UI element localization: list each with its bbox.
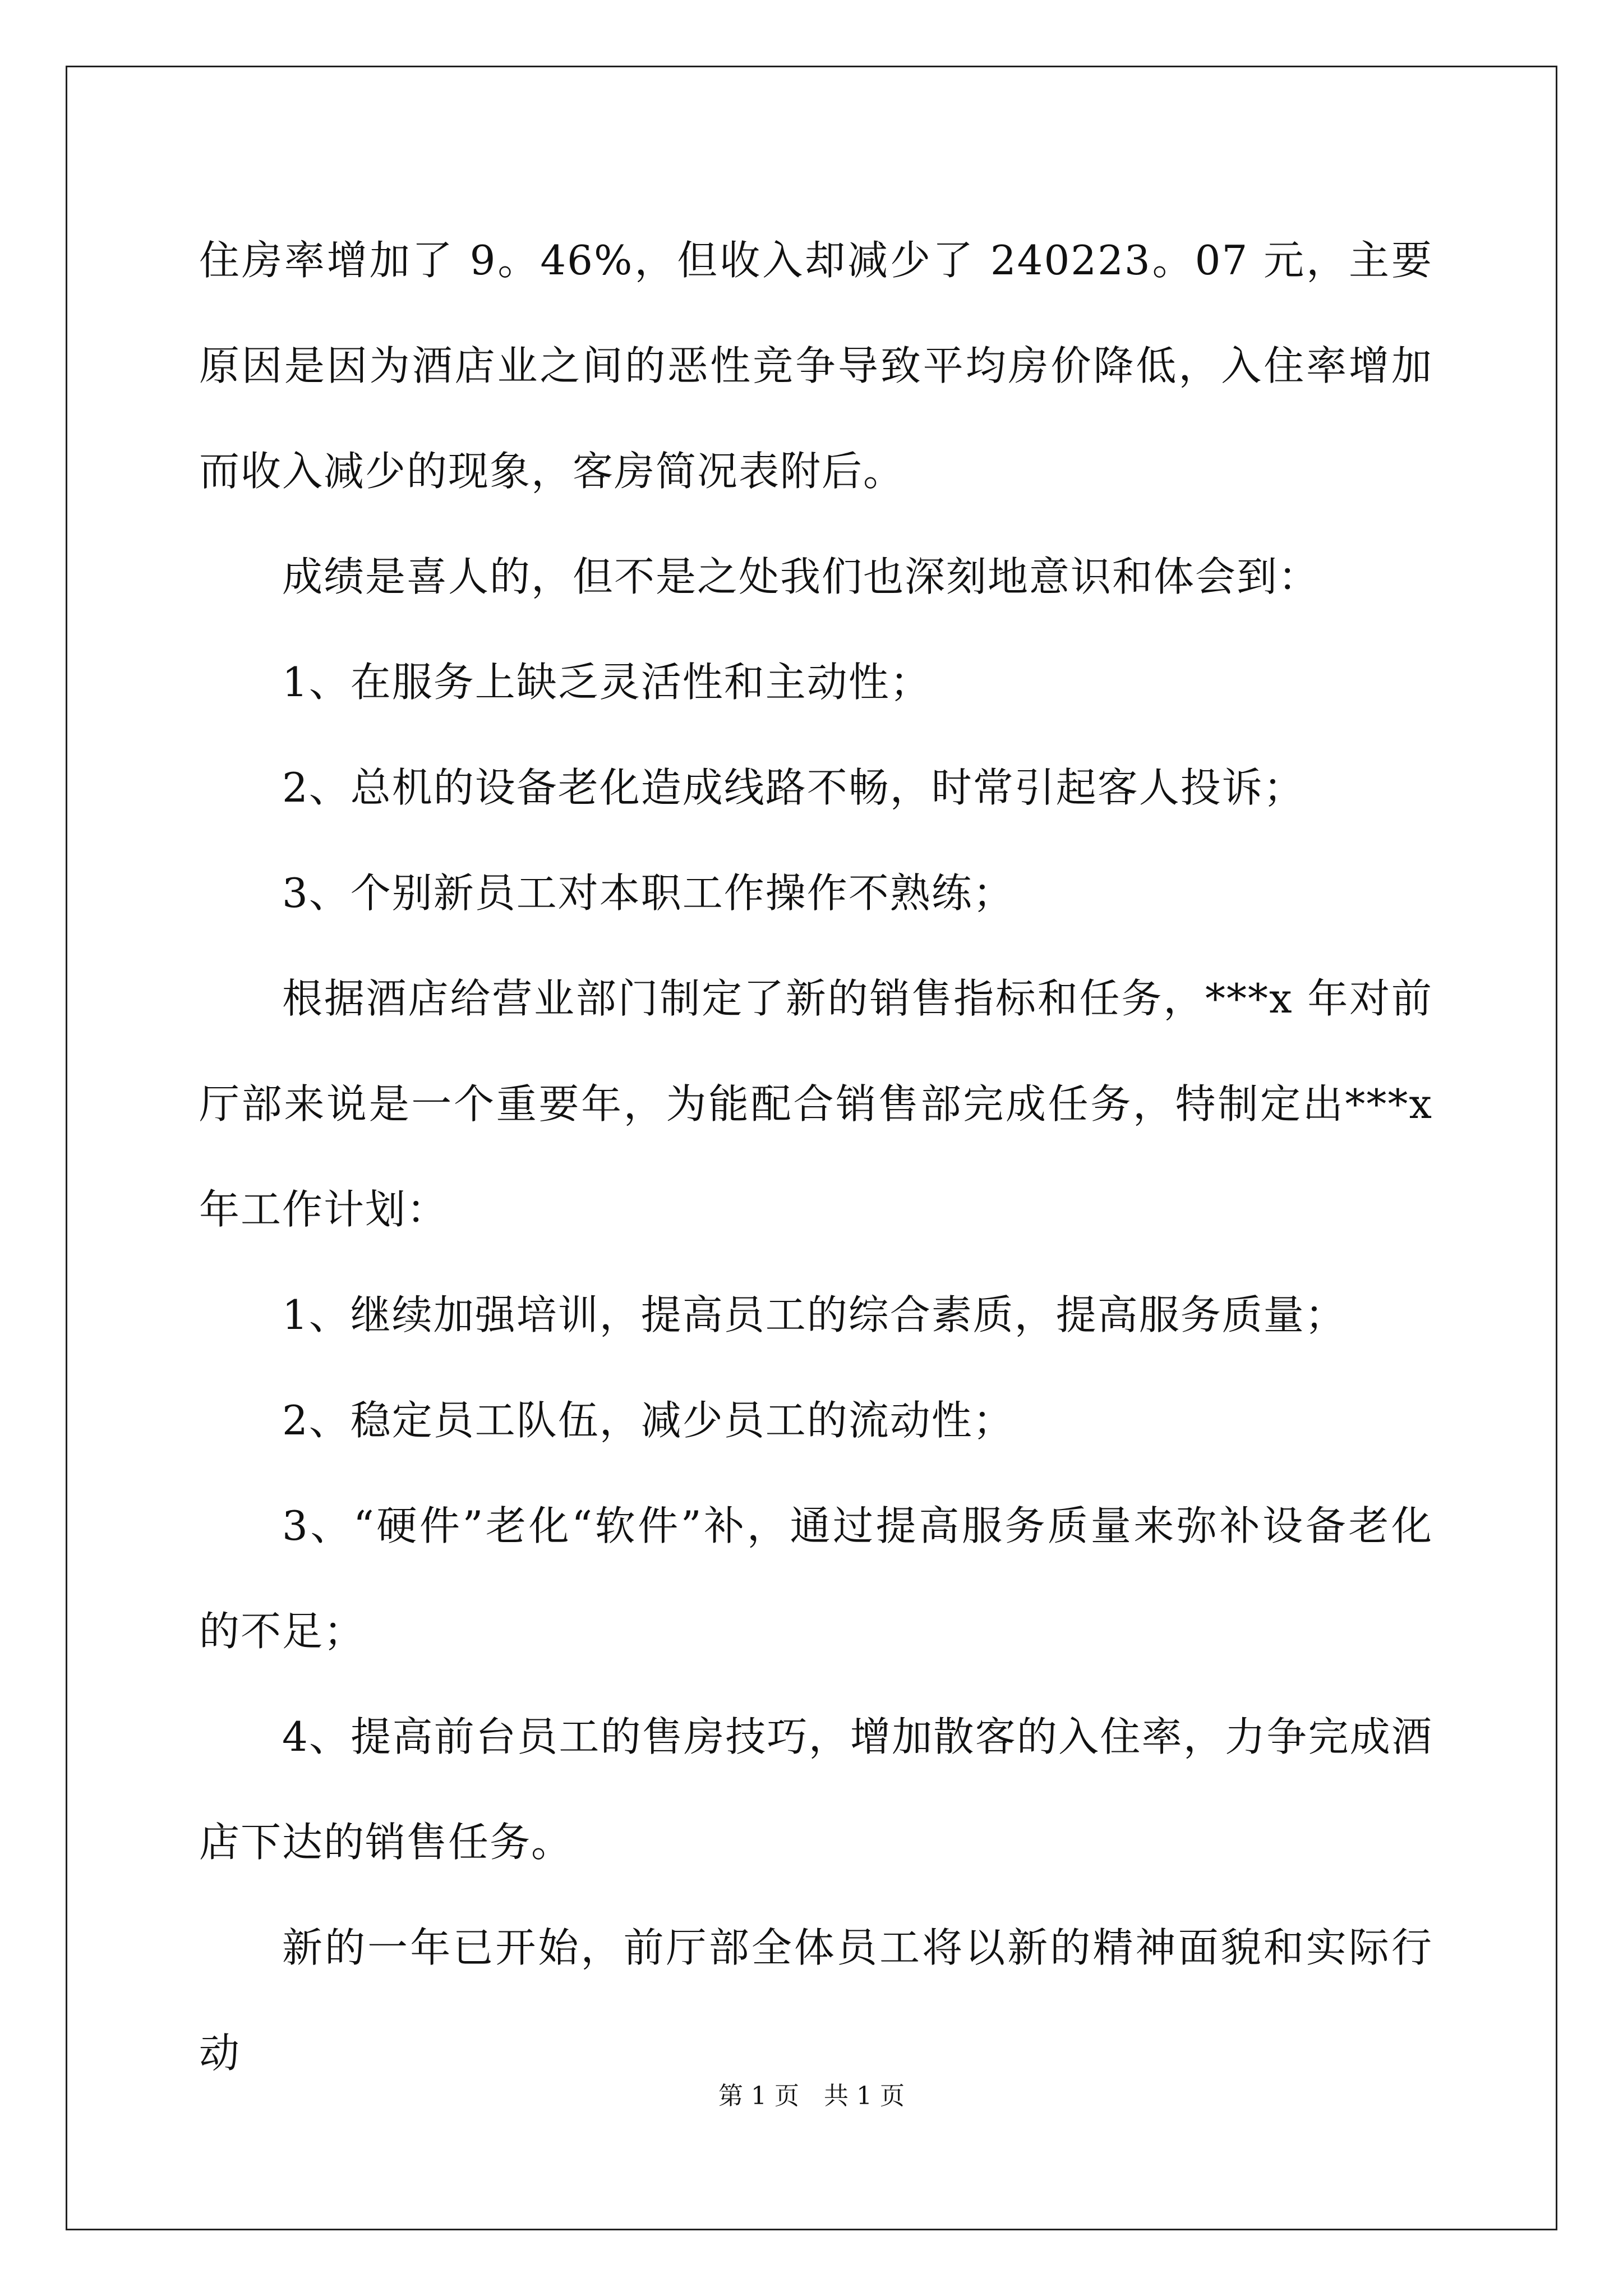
list-item: 3、“硬件”老化“软件”补，通过提高服务质量来弥补设备老化的不足； (199, 1502, 1433, 1655)
paragraph: 新的一年已开始，前厅部全体员工将以新的精神面貌和实际行动 (199, 1924, 1433, 2077)
list-item: 4、提高前台员工的售房技巧，增加散客的入住率，力争完成酒店下达的销售任务。 (199, 1713, 1433, 1866)
paragraph: 根据酒店给营业部门制定了新的销售指标和任务，***x 年对前厅部来说是一个重要年，为能配合销售部完成任务，特制定出***x 年工作计划： (199, 975, 1433, 1233)
paragraph: 成绩是喜人的，但不是之处我们也深刻地意识和体会到： (282, 553, 1320, 600)
page-footer: 第 1 页 共 1 页 (718, 2082, 905, 2110)
list-item: 1、继续加强培训，提高员工的综合素质，提高服务质量； (282, 1291, 1347, 1338)
list-item: 2、稳定员工队伍，减少员工的流动性； (282, 1397, 1015, 1444)
list-item: 3、个别新员工对本职工作操作不熟练； (282, 869, 1015, 917)
document-body (199, 208, 1433, 2106)
list-item: 1、在服务上缺乏灵活性和主动性； (282, 659, 932, 706)
paragraph: 住房率增加了 9。46%，但收入却减少了 240223。07 元，主要原因是因为酒店业之间的恶性竞争导致平均房价降低，入住率增加而收入减少的现象，客房简况表附后。 (199, 237, 1433, 495)
list-item: 2、总机的设备老化造成线路不畅，时常引起客人投诉； (282, 764, 1305, 811)
